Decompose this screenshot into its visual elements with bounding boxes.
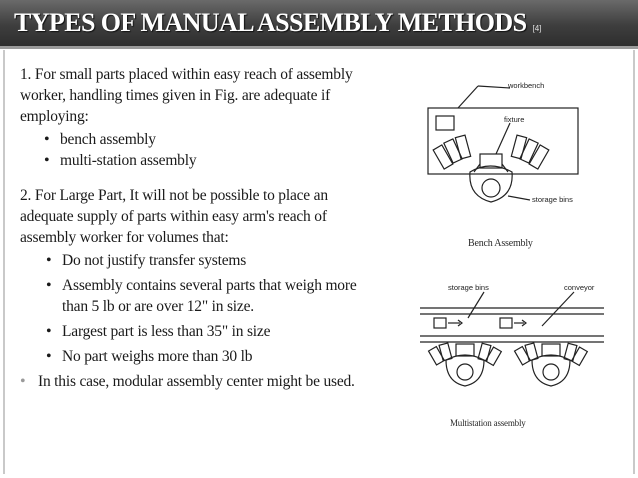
right-storage-bins (511, 135, 549, 169)
bullet-item: • Assembly contains several parts that weigh more than 5 lb or are over 12" in size. (42, 275, 370, 317)
bullet-item: • bench assembly (40, 129, 370, 150)
section-2-text: 2. For Large Part, It will not be possible to place an adequate supply of parts within easy arm's reach of assembly worker for volumes that: (20, 187, 328, 246)
fixture-leader (496, 123, 510, 154)
page-title: TYPES OF MANUAL ASSEMBLY METHODS (14, 8, 527, 37)
worker-figure (470, 164, 512, 202)
left-storage-bins (433, 135, 471, 169)
workbench-leader (478, 86, 510, 88)
part-square (436, 116, 454, 130)
label-storage-bins-2: storage bins (448, 283, 489, 292)
frame-left-border (3, 50, 5, 474)
label-workbench: workbench (508, 81, 545, 90)
bench-caption: Bench Assembly (468, 238, 533, 249)
title-underline (0, 46, 638, 49)
bench-assembly-diagram (418, 68, 598, 233)
station-2 (515, 343, 588, 386)
bullet-item: • No part weighs more than 30 lb (42, 346, 370, 367)
bullet-item: • Largest part is less than 35" in size (42, 321, 370, 342)
section-1-text: 1. For small parts placed within easy reach of assembly worker, handling times given in Fig. are adequate if employing: (20, 66, 353, 125)
conveyor-leader (542, 292, 574, 326)
conveyor-part (434, 318, 446, 328)
title-reference: [4] (532, 23, 542, 33)
section-2-bullets (42, 250, 370, 367)
station-1 (429, 343, 502, 386)
section-1-bullets (40, 129, 370, 171)
label-fixture: fixture (504, 115, 525, 124)
title-bar (0, 0, 638, 46)
multistation-caption: Multistation assembly (450, 418, 526, 428)
bullet-item: • Do not justify transfer systems (42, 250, 370, 271)
frame-right-border (633, 50, 635, 474)
closing-note: • In this case, modular assembly center might be used. (20, 371, 370, 392)
multistation-assembly-diagram (418, 278, 608, 408)
label-conveyor: conveyor (564, 283, 595, 292)
label-storage-bins: storage bins (532, 195, 573, 204)
conveyor-part (500, 318, 512, 328)
workbench-outline (428, 108, 578, 174)
bullet-item: • multi-station assembly (40, 150, 370, 171)
slide-body (20, 64, 370, 392)
bins-leader (508, 196, 530, 200)
